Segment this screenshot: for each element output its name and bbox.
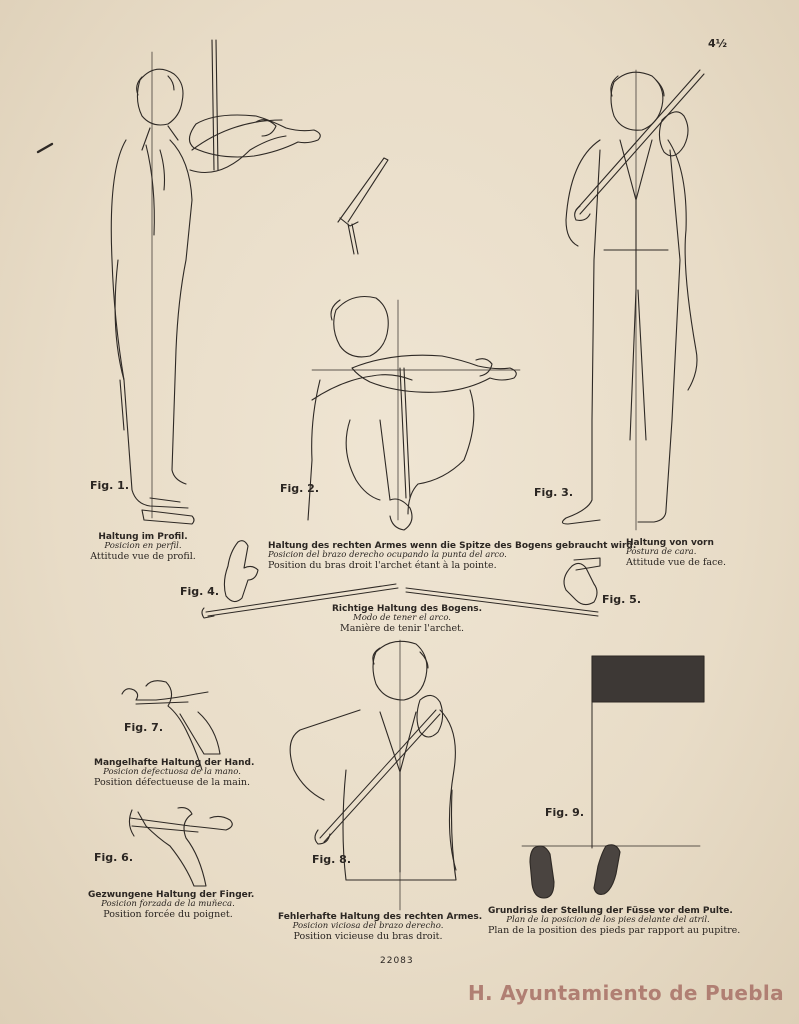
- fig1-label: Fig. 1.: [90, 479, 129, 492]
- fig7-caption: [94, 758, 255, 789]
- fig1-violinist-profile-drawing: [111, 40, 320, 524]
- fig8-caption-es: Posicion viciosa del brazo derecho.: [292, 921, 444, 932]
- fig8-label: Fig. 8.: [312, 853, 351, 866]
- fig7-caption-es: Posicion defectuosa de la mano.: [103, 767, 241, 778]
- fig3-caption-de: Haltung von vorn: [626, 538, 714, 548]
- fig6-label: Fig. 6.: [94, 851, 133, 864]
- fig2-caption-de: Haltung des rechten Armes wenn die Spitze des Bogens gebraucht wird.: [268, 541, 637, 551]
- fig9-caption-fr: Plan de la position des pieds par rapport au pupitre.: [488, 925, 741, 937]
- fig45-caption: [332, 604, 483, 635]
- fig1-caption-fr: Attitude vue de profil.: [90, 551, 196, 563]
- fig3-caption-es: Postura de cara.: [626, 547, 697, 558]
- fig3-label: Fig. 3.: [534, 486, 573, 499]
- fig7-caption-de: Mangelhafte Haltung der Hand.: [94, 758, 255, 768]
- fig7-label: Fig. 7.: [124, 721, 163, 734]
- fig6-hand-drawing: [129, 808, 232, 886]
- ink-mark: [38, 144, 52, 152]
- fig7-caption-fr: Position défectueuse de la main.: [94, 777, 251, 789]
- fig3-violinist-front-drawing: [562, 70, 704, 530]
- fig6-caption-es: Posicion forzada de la muñeca.: [101, 899, 235, 910]
- fig8-caption: [278, 912, 483, 943]
- fig2-caption-es: Posicion del brazo derecho ocupando la punta del arco.: [268, 550, 507, 561]
- fig9-caption-es: Plan de la posicion de los pies delante del atril.: [506, 915, 710, 926]
- fig45-caption-fr: Manière de tenir l'archet.: [340, 623, 464, 635]
- fig6-caption: [88, 890, 255, 921]
- fig8-caption-fr: Position vicieuse du bras droit.: [293, 931, 443, 943]
- fig2-caption-fr: Position du bras droit l'archet étant à la pointe.: [268, 560, 497, 572]
- fig2-violinist-bow-tip-drawing: [308, 297, 520, 531]
- fig6-caption-de: Gezwungene Haltung der Finger.: [88, 890, 255, 900]
- fig45-caption-de: Richtige Haltung des Bogens.: [332, 604, 483, 614]
- fig8-caption-de: Fehlerhafte Haltung des rechten Armes.: [278, 912, 483, 922]
- fig2-caption: [268, 541, 636, 572]
- fig6-caption-fr: Position forcée du poignet.: [103, 909, 233, 921]
- fig8-violinist-faulty-arm-drawing: [290, 640, 456, 910]
- fig1-caption-es: Posicion en perfil.: [104, 541, 182, 552]
- fig9-caption-de: Grundriss der Stellung der Füsse vor dem Pulte.: [488, 906, 733, 916]
- fig45-caption-es: Modo de tener el arco.: [353, 613, 451, 624]
- fig9-caption: [488, 906, 741, 937]
- plate-number: 22083: [380, 956, 414, 966]
- fig9-label: Fig. 9.: [545, 806, 584, 819]
- music-stand-drawing: [338, 158, 388, 254]
- fig3-caption: [626, 538, 726, 569]
- fig2-label: Fig. 2.: [280, 482, 319, 495]
- page-number: 4½: [708, 37, 728, 50]
- fig3-caption-fr: Attitude vue de face.: [626, 557, 727, 569]
- fig4-label: Fig. 4.: [180, 585, 219, 598]
- fig1-caption-de: Haltung im Profil.: [98, 532, 188, 542]
- watermark: H. Ayuntamiento de Puebla: [468, 981, 784, 1005]
- fig1-caption: [84, 532, 202, 563]
- fig9-feet-plan-drawing: [522, 656, 704, 898]
- fig5-label: Fig. 5.: [602, 593, 641, 606]
